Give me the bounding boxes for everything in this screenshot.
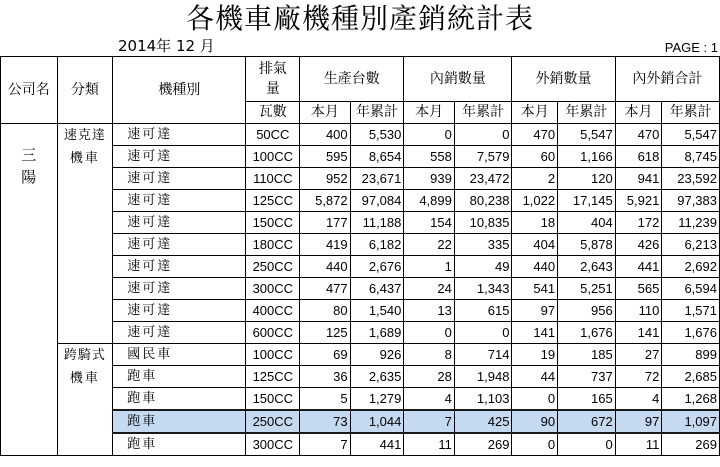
export-month-cell[interactable]: 141 [512, 322, 558, 344]
model-cell: 跑車 [113, 433, 246, 456]
displacement-cell[interactable]: 180CC [246, 234, 300, 256]
export-month-cell[interactable]: 44 [512, 366, 558, 388]
model-cell: 速可達 [113, 212, 246, 234]
total-ytd-cell[interactable]: 11,239 [662, 212, 720, 234]
export-month-cell[interactable]: 97 [512, 300, 558, 322]
export-ytd-cell[interactable]: 185 [558, 344, 616, 366]
header-total-month: 本月 [615, 102, 662, 124]
export-month-cell[interactable]: 404 [512, 234, 558, 256]
total-month-cell[interactable]: 72 [615, 366, 662, 388]
total-ytd-cell[interactable]: 23,592 [662, 168, 720, 190]
displacement-cell[interactable]: 600CC [246, 322, 300, 344]
domestic-ytd-cell[interactable]: 10,835 [454, 212, 512, 234]
model-cell: 跑車 [113, 366, 246, 388]
production-month-cell[interactable]: 5,872 [300, 190, 350, 212]
total-month-cell[interactable]: 565 [615, 278, 662, 300]
domestic-ytd-cell[interactable]: 80,238 [454, 190, 512, 212]
domestic-ytd-cell[interactable]: 1,948 [454, 366, 512, 388]
total-month-cell[interactable]: 470 [615, 124, 662, 146]
category-label-line1: 速克達 [63, 128, 106, 143]
total-month-cell[interactable]: 172 [615, 212, 662, 234]
production-ytd-cell[interactable]: 926 [350, 344, 404, 366]
header-model: 機種別 [113, 57, 246, 124]
category-label-line2: 機車 [69, 151, 100, 166]
table-row [1, 124, 720, 146]
export-ytd-cell[interactable]: 0 [558, 433, 616, 456]
export-month-cell[interactable]: 2 [512, 168, 558, 190]
total-month-cell[interactable]: 27 [615, 344, 662, 366]
production-ytd-cell[interactable]: 2,635 [350, 366, 404, 388]
total-ytd-cell[interactable]: 97,383 [662, 190, 720, 212]
model-cell: 速可達 [113, 168, 246, 190]
domestic-ytd-cell[interactable]: 615 [454, 300, 512, 322]
production-month-cell[interactable]: 400 [300, 124, 350, 146]
export-ytd-cell[interactable]: 165 [558, 388, 616, 411]
production-month-cell[interactable]: 477 [300, 278, 350, 300]
production-month-cell[interactable]: 69 [300, 344, 350, 366]
header-domestic-month: 本月 [404, 102, 454, 124]
total-ytd-cell[interactable]: 6,594 [662, 278, 720, 300]
production-month-cell[interactable]: 7 [300, 433, 350, 456]
export-ytd-cell[interactable]: 737 [558, 366, 616, 388]
header-production-month: 本月 [300, 102, 350, 124]
header-total: 內外銷合計 [615, 57, 719, 102]
domestic-ytd-cell[interactable]: 49 [454, 256, 512, 278]
total-month-cell[interactable]: 4 [615, 388, 662, 411]
total-month-cell[interactable]: 426 [615, 234, 662, 256]
production-ytd-cell[interactable]: 8,654 [350, 146, 404, 168]
displacement-cell[interactable]: 125CC [246, 190, 300, 212]
domestic-month-cell[interactable]: 4 [404, 388, 454, 411]
total-month-cell[interactable]: 441 [615, 256, 662, 278]
header-domestic: 內銷數量 [404, 57, 512, 102]
model-cell: 速可達 [113, 146, 246, 168]
production-ytd-cell[interactable]: 11,188 [350, 212, 404, 234]
displacement-cell[interactable]: 400CC [246, 300, 300, 322]
domestic-ytd-cell[interactable]: 23,472 [454, 168, 512, 190]
displacement-cell[interactable]: 300CC [246, 278, 300, 300]
displacement-cell[interactable]: 250CC [246, 410, 300, 433]
domestic-month-cell[interactable]: 939 [404, 168, 454, 190]
domestic-ytd-cell[interactable]: 0 [454, 322, 512, 344]
production-month-cell[interactable]: 440 [300, 256, 350, 278]
export-month-cell[interactable]: 0 [512, 433, 558, 456]
header-row-1 [1, 57, 720, 102]
model-cell: 速可達 [113, 322, 246, 344]
total-month-cell[interactable]: 141 [615, 322, 662, 344]
production-month-cell[interactable]: 419 [300, 234, 350, 256]
total-ytd-cell[interactable]: 2,685 [662, 366, 720, 388]
export-ytd-cell[interactable]: 404 [558, 212, 616, 234]
displacement-cell[interactable]: 250CC [246, 256, 300, 278]
export-month-cell[interactable]: 1,022 [512, 190, 558, 212]
model-cell: 速可達 [113, 278, 246, 300]
header-displacement: 排氣量 [246, 57, 300, 102]
production-month-cell[interactable]: 36 [300, 366, 350, 388]
displacement-cell[interactable]: 50CC [246, 124, 300, 146]
domestic-ytd-cell[interactable]: 0 [454, 124, 512, 146]
export-ytd-cell[interactable]: 1,166 [558, 146, 616, 168]
total-ytd-cell[interactable]: 5,547 [662, 124, 720, 146]
production-month-cell[interactable]: 5 [300, 388, 350, 411]
total-month-cell[interactable]: 110 [615, 300, 662, 322]
export-ytd-cell[interactable]: 5,251 [558, 278, 616, 300]
displacement-cell[interactable]: 125CC [246, 366, 300, 388]
header-category: 分類 [57, 57, 113, 124]
production-ytd-cell[interactable]: 5,530 [350, 124, 404, 146]
production-ytd-cell[interactable]: 441 [350, 433, 404, 456]
production-month-cell[interactable]: 125 [300, 322, 350, 344]
production-month-cell[interactable]: 80 [300, 300, 350, 322]
header-export-month: 本月 [512, 102, 558, 124]
total-ytd-cell[interactable]: 1,268 [662, 388, 720, 411]
production-ytd-cell[interactable]: 1,540 [350, 300, 404, 322]
total-ytd-cell[interactable]: 1,571 [662, 300, 720, 322]
model-cell: 跑車 [113, 410, 246, 433]
export-month-cell[interactable]: 0 [512, 388, 558, 411]
domestic-month-cell[interactable]: 24 [404, 278, 454, 300]
production-month-cell[interactable]: 595 [300, 146, 350, 168]
production-ytd-cell[interactable]: 6,437 [350, 278, 404, 300]
production-ytd-cell[interactable]: 6,182 [350, 234, 404, 256]
domestic-month-cell[interactable]: 28 [404, 366, 454, 388]
domestic-ytd-cell[interactable]: 269 [454, 433, 512, 456]
export-month-cell[interactable]: 440 [512, 256, 558, 278]
domestic-month-cell[interactable]: 558 [404, 146, 454, 168]
displacement-cell[interactable]: 100CC [246, 344, 300, 366]
company-name: 三陽 [21, 146, 37, 186]
domestic-month-cell[interactable]: 0 [404, 124, 454, 146]
total-month-cell[interactable]: 11 [615, 433, 662, 456]
domestic-month-cell[interactable]: 154 [404, 212, 454, 234]
model-cell: 速可達 [113, 234, 246, 256]
domestic-ytd-cell[interactable]: 335 [454, 234, 512, 256]
production-month-cell[interactable]: 73 [300, 410, 350, 433]
header-total-ytd: 年累計 [662, 102, 720, 124]
category-cell [57, 344, 113, 456]
header-export-ytd: 年累計 [558, 102, 616, 124]
statistics-table [0, 56, 720, 456]
category-cell [57, 124, 113, 344]
model-cell: 速可達 [113, 256, 246, 278]
displacement-cell[interactable]: 300CC [246, 433, 300, 456]
header-displacement-unit: 瓦數 [246, 102, 300, 124]
domestic-month-cell[interactable]: 13 [404, 300, 454, 322]
production-month-cell[interactable]: 177 [300, 212, 350, 234]
domestic-month-cell[interactable]: 11 [404, 433, 454, 456]
production-ytd-cell[interactable]: 23,671 [350, 168, 404, 190]
domestic-month-cell[interactable]: 0 [404, 322, 454, 344]
export-ytd-cell[interactable]: 120 [558, 168, 616, 190]
displacement-cell[interactable]: 150CC [246, 388, 300, 411]
production-ytd-cell[interactable]: 1,689 [350, 322, 404, 344]
production-ytd-cell[interactable]: 97,084 [350, 190, 404, 212]
export-ytd-cell[interactable]: 5,547 [558, 124, 616, 146]
company-name-cell [1, 124, 58, 456]
page-number: PAGE : 1 [664, 40, 718, 55]
production-ytd-cell[interactable]: 1,044 [350, 410, 404, 433]
domestic-ytd-cell[interactable]: 1,343 [454, 278, 512, 300]
domestic-month-cell[interactable]: 1 [404, 256, 454, 278]
production-ytd-cell[interactable]: 1,279 [350, 388, 404, 411]
displacement-cell[interactable]: 110CC [246, 168, 300, 190]
domestic-month-cell[interactable]: 8 [404, 344, 454, 366]
category-label-line1: 跨騎式 [63, 348, 106, 363]
table-row [1, 344, 720, 366]
total-ytd-cell[interactable]: 269 [662, 433, 720, 456]
report-title: 各機車廠機種別產銷統計表 [185, 2, 534, 35]
total-ytd-cell[interactable]: 899 [662, 344, 720, 366]
total-month-cell[interactable]: 941 [615, 168, 662, 190]
export-ytd-cell[interactable]: 17,145 [558, 190, 616, 212]
model-cell: 速可達 [113, 300, 246, 322]
header-production: 生產台數 [300, 57, 404, 102]
model-cell: 速可達 [113, 190, 246, 212]
model-cell: 國民車 [113, 344, 246, 366]
production-ytd-cell[interactable]: 2,676 [350, 256, 404, 278]
report-period: 2014年 12 月 [118, 37, 215, 55]
displacement-cell[interactable]: 150CC [246, 212, 300, 234]
header-domestic-ytd: 年累計 [454, 102, 512, 124]
model-cell: 速可達 [113, 124, 246, 146]
total-ytd-cell[interactable]: 8,745 [662, 146, 720, 168]
total-month-cell[interactable]: 5,921 [615, 190, 662, 212]
domestic-month-cell[interactable]: 7 [404, 410, 454, 433]
export-month-cell[interactable]: 18 [512, 212, 558, 234]
export-ytd-cell[interactable]: 2,643 [558, 256, 616, 278]
export-ytd-cell[interactable]: 956 [558, 300, 616, 322]
total-ytd-cell[interactable]: 1,097 [662, 410, 720, 433]
export-month-cell[interactable]: 60 [512, 146, 558, 168]
export-ytd-cell[interactable]: 1,676 [558, 322, 616, 344]
export-month-cell[interactable]: 541 [512, 278, 558, 300]
domestic-month-cell[interactable]: 4,899 [404, 190, 454, 212]
export-ytd-cell[interactable]: 5,878 [558, 234, 616, 256]
total-month-cell[interactable]: 618 [615, 146, 662, 168]
domestic-ytd-cell[interactable]: 7,579 [454, 146, 512, 168]
domestic-month-cell[interactable]: 22 [404, 234, 454, 256]
header-export: 外銷數量 [512, 57, 615, 102]
header-company: 公司名 [1, 57, 58, 124]
export-month-cell[interactable]: 470 [512, 124, 558, 146]
export-month-cell[interactable]: 19 [512, 344, 558, 366]
domestic-ytd-cell[interactable]: 714 [454, 344, 512, 366]
domestic-ytd-cell[interactable]: 1,103 [454, 388, 512, 411]
export-ytd-cell[interactable]: 672 [558, 410, 616, 433]
model-cell: 跑車 [113, 388, 246, 411]
header-production-ytd: 年累計 [350, 102, 404, 124]
production-month-cell[interactable]: 952 [300, 168, 350, 190]
total-ytd-cell[interactable]: 1,676 [662, 322, 720, 344]
total-ytd-cell[interactable]: 2,692 [662, 256, 720, 278]
displacement-cell[interactable]: 100CC [246, 146, 300, 168]
total-month-cell[interactable]: 97 [615, 410, 662, 433]
export-month-cell[interactable]: 90 [512, 410, 558, 433]
category-label-line2: 機車 [69, 371, 100, 386]
domestic-ytd-cell[interactable]: 425 [454, 410, 512, 433]
total-ytd-cell[interactable]: 6,213 [662, 234, 720, 256]
